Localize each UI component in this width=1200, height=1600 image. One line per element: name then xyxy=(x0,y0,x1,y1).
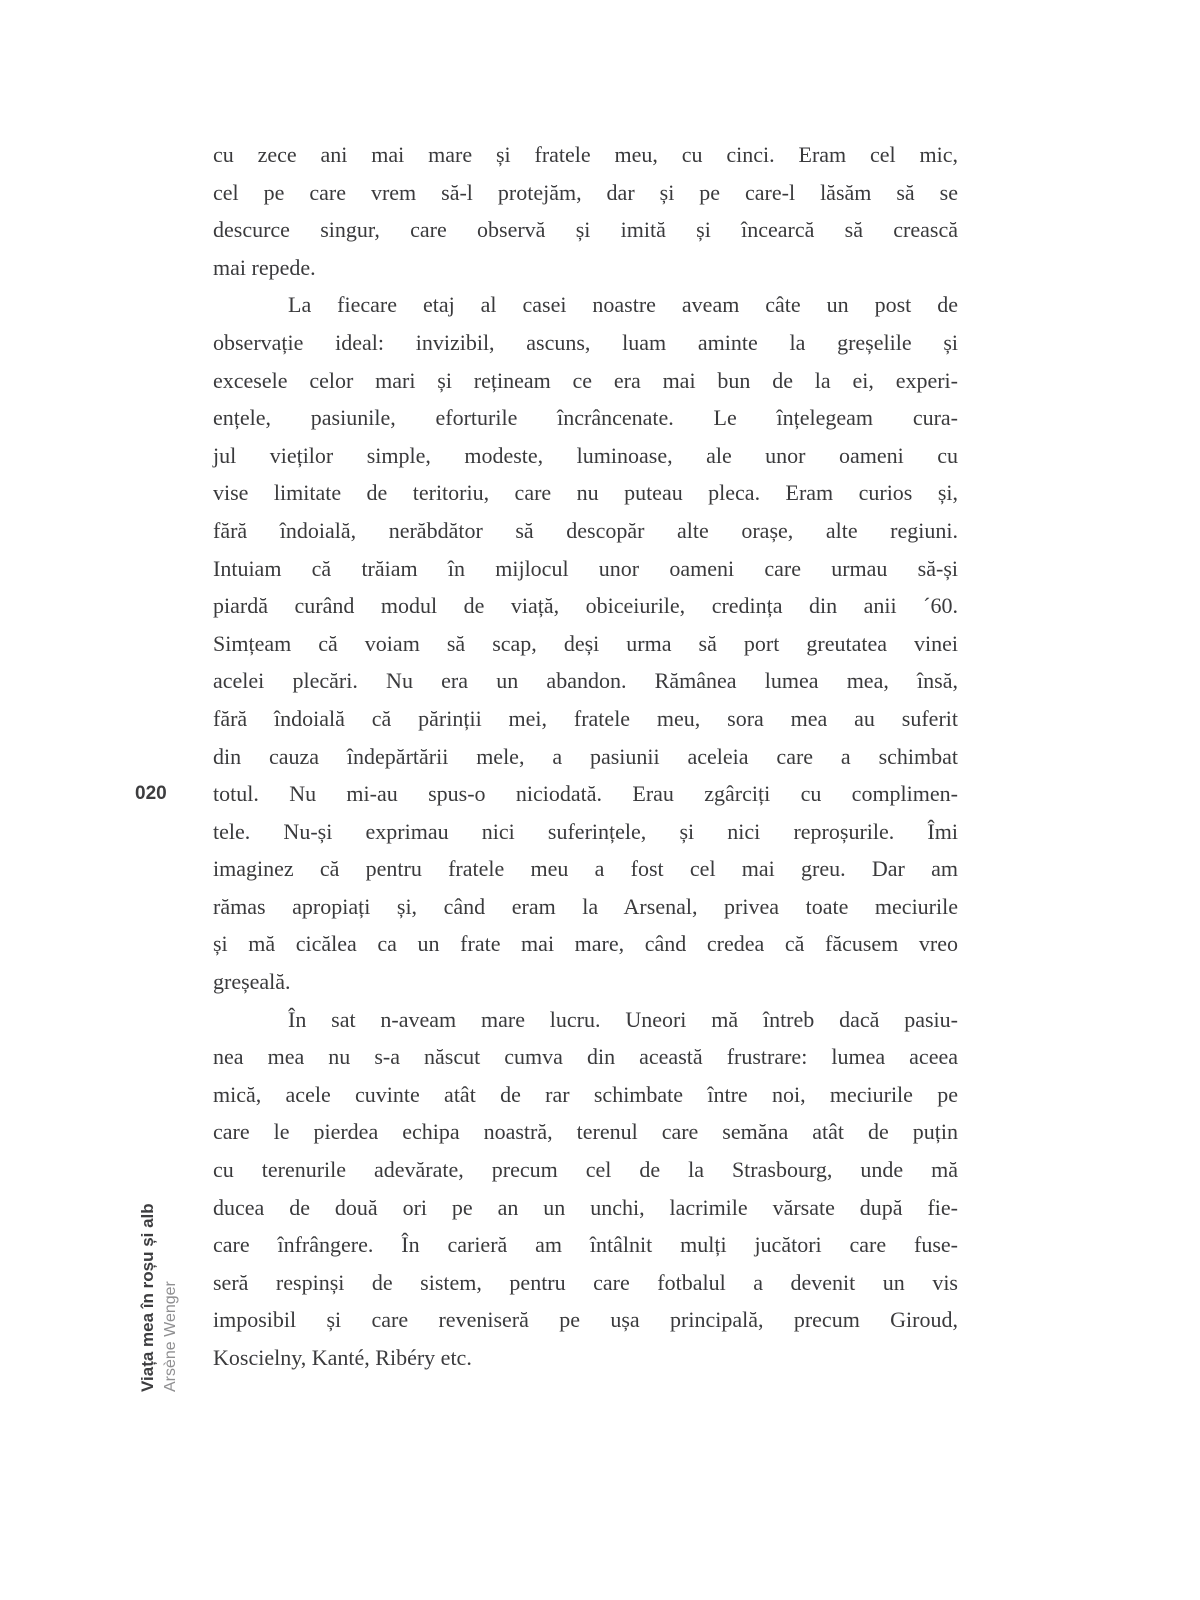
paragraph xyxy=(213,286,958,1000)
spine-author: Arsène Wenger xyxy=(162,1281,179,1392)
text-block xyxy=(213,136,958,1377)
text-line: ențele, pasiunile, eforturile încrâncenate. Le înțelegeam cura- xyxy=(213,405,958,431)
text-line: greșeală. xyxy=(213,969,291,995)
text-line: totul. Nu mi-au spus-o niciodată. Erau zgârciți cu complimen- xyxy=(213,781,958,807)
text-line: observație ideal: invizibil, ascuns, luam aminte la greșelile și xyxy=(213,329,958,355)
text-line: din cauza îndepărtării mele, a pasiunii aceleia care a schimbat xyxy=(213,743,958,769)
paragraph xyxy=(213,136,958,286)
text-line: Simțeam că voiam să scap, deși urma să port greutatea vinei xyxy=(213,630,958,656)
text-line: fără îndoială, nerăbdător să descopăr alte orașe, alte regiuni. xyxy=(213,517,958,543)
text-line: care le pierdea echipa noastră, terenul care semăna atât de puțin xyxy=(213,1119,958,1145)
text-line: excesele celor mari și rețineam ce era mai bun de la ei, experi- xyxy=(213,367,958,393)
text-line: În sat n-aveam mare lucru. Uneori mă întreb dacă pasiu- xyxy=(288,1006,958,1032)
text-line: Koscielny, Kanté, Ribéry etc. xyxy=(213,1345,472,1370)
text-line: jul vieților simple, modeste, luminoase, ale unor oameni cu xyxy=(213,442,958,468)
text-line: imposibil și care reveniseră pe ușa principală, precum Giroud, xyxy=(213,1307,958,1333)
spine-book-title: Viața mea în roșu și alb xyxy=(138,1203,157,1392)
text-line: cu zece ani mai mare și fratele meu, cu cinci. Eram cel mic, xyxy=(213,142,958,167)
text-line: cel pe care vrem să-l protejăm, dar și pe care-l lăsăm să se xyxy=(213,179,958,205)
text-line: nea mea nu s-a născut cumva din această frustrare: lumea aceea xyxy=(213,1044,958,1070)
text-line: vise limitate de teritoriu, care nu puteau pleca. Eram curios și, xyxy=(213,480,958,506)
text-line: La fiecare etaj al casei noastre aveam câte un post de xyxy=(288,292,958,318)
spine-text xyxy=(136,1203,182,1392)
text-line: imaginez că pentru fratele meu a fost cel mai greu. Dar am xyxy=(213,856,958,882)
text-line: care înfrângere. În carieră am întâlnit mulți jucători care fuse- xyxy=(213,1232,958,1258)
text-line: și mă cicălea ca un frate mai mare, când credea că făcusem vreo xyxy=(213,931,958,957)
text-line: mai repede. xyxy=(213,254,316,280)
text-line: fără îndoială că părinții mei, fratele meu, sora mea au suferit xyxy=(213,705,958,731)
text-line: Intuiam că trăiam în mijlocul unor oameni care urmau să-și xyxy=(213,555,958,581)
text-line: rămas apropiați și, când eram la Arsenal, privea toate meciurile xyxy=(213,893,958,919)
text-line: descurce singur, care observă și imită și încearcă să crească xyxy=(213,217,958,243)
text-line: tele. Nu-și exprimau nici suferințele, și nici reproșurile. Îmi xyxy=(213,818,958,844)
page-number: 020 xyxy=(135,783,167,804)
paragraph xyxy=(213,1001,958,1377)
text-line: acelei plecări. Nu era un abandon. Rămânea lumea mea, însă, xyxy=(213,668,958,694)
text-line: ducea de două ori pe an un unchi, lacrimile vărsate după fie- xyxy=(213,1194,958,1220)
text-line: piardă curând modul de viață, obiceiurile, credința din anii ´60. xyxy=(213,593,958,619)
text-line: seră respinși de sistem, pentru care fotbalul a devenit un vis xyxy=(213,1269,958,1295)
text-line: cu terenurile adevărate, precum cel de la Strasbourg, unde mă xyxy=(213,1157,958,1183)
text-line: mică, acele cuvinte atât de rar schimbate între noi, meciurile pe xyxy=(213,1081,958,1107)
